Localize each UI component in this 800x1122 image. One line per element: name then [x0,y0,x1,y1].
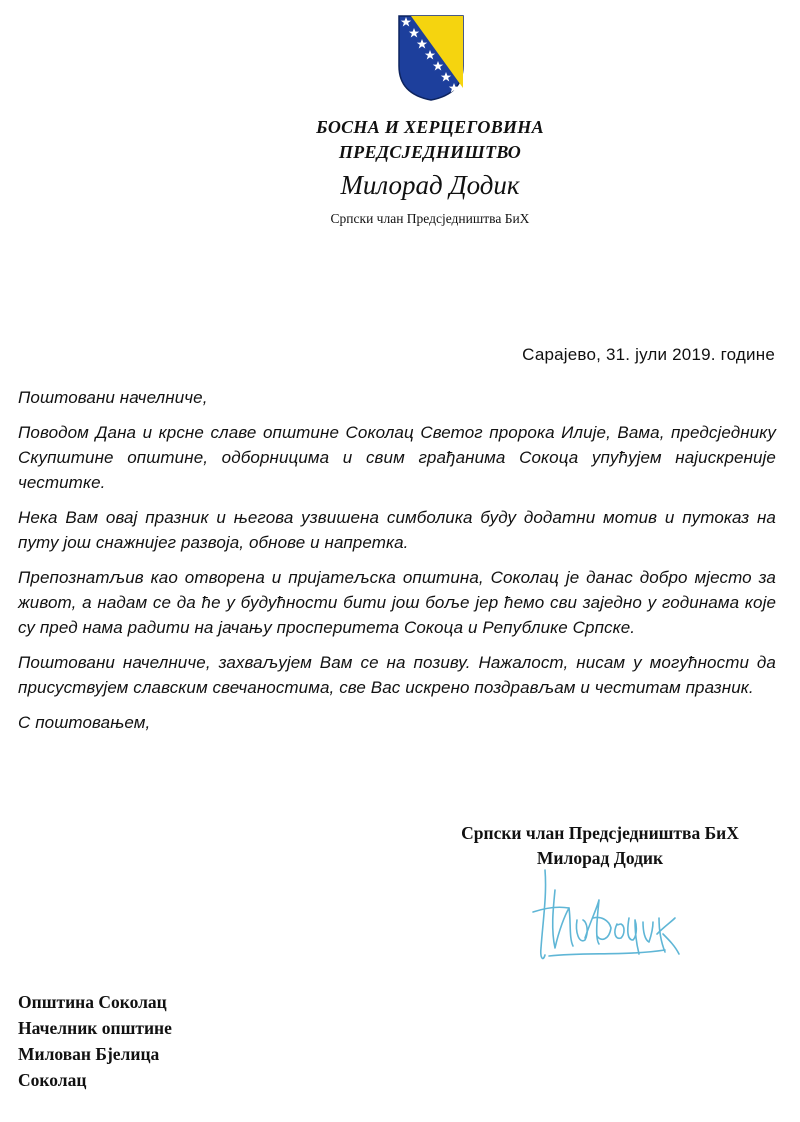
date-line: Сарајево, 31. јули 2019. године [522,345,775,364]
salutation: Поштовани начелниче, [18,388,208,407]
coat-of-arms-icon [397,14,465,102]
paragraph-2: Нека Вам овај празник и његова узвишена симболика буду додатни мотив и путоказ на путу још снажнијег развоја, обнове и напретка. [18,508,776,552]
country-heading: БОСНА И ХЕРЦЕГОВИНА [316,117,544,137]
recipient-block [18,989,172,1093]
closing: С поштовањем, [18,713,151,732]
member-name-heading: Милорад Додик [340,170,520,200]
sender-title: Српски члан Предсједништва БиХ [461,823,739,843]
recipient-line-4: Соколац [18,1070,87,1090]
paragraph-1: Поводом Дана и крсне славе општине Соколац Светог пророка Илије, Вама, предсједнику Скупштине општине, одборницима и свим грађанима Сокоца упућујем најискреније честитке. [18,423,776,492]
letter-body [18,385,776,745]
paragraph-3: Препознатљив као отворена и пријатељска општина, Соколац је данас добро мјесто за живот, а надам се да ће у будућности бити још боље јер ћемо сви заједно у годинама које су пред нама радити на јачању просперитета Сокоца и Републике Српске. [18,568,776,637]
institution-heading: ПРЕДСЈЕДНИШТВО [338,142,522,162]
sender-name: Милорад Додик [536,848,664,868]
handwritten-signature-icon [525,860,695,970]
member-role-subheading: Српски члан Предсједништва БиХ [330,211,530,226]
recipient-line-3: Милован Бјелица [18,1044,160,1064]
recipient-line-1: Општина Соколац [18,992,167,1012]
recipient-line-2: Начелник општине [18,1018,172,1038]
paragraph-4: Поштовани начелниче, захваљујем Вам се на позиву. Нажалост, нисам у могућности да присуствујем славским свечаностима, све Вас искрено поздрављам и честитам празник. [18,653,776,697]
